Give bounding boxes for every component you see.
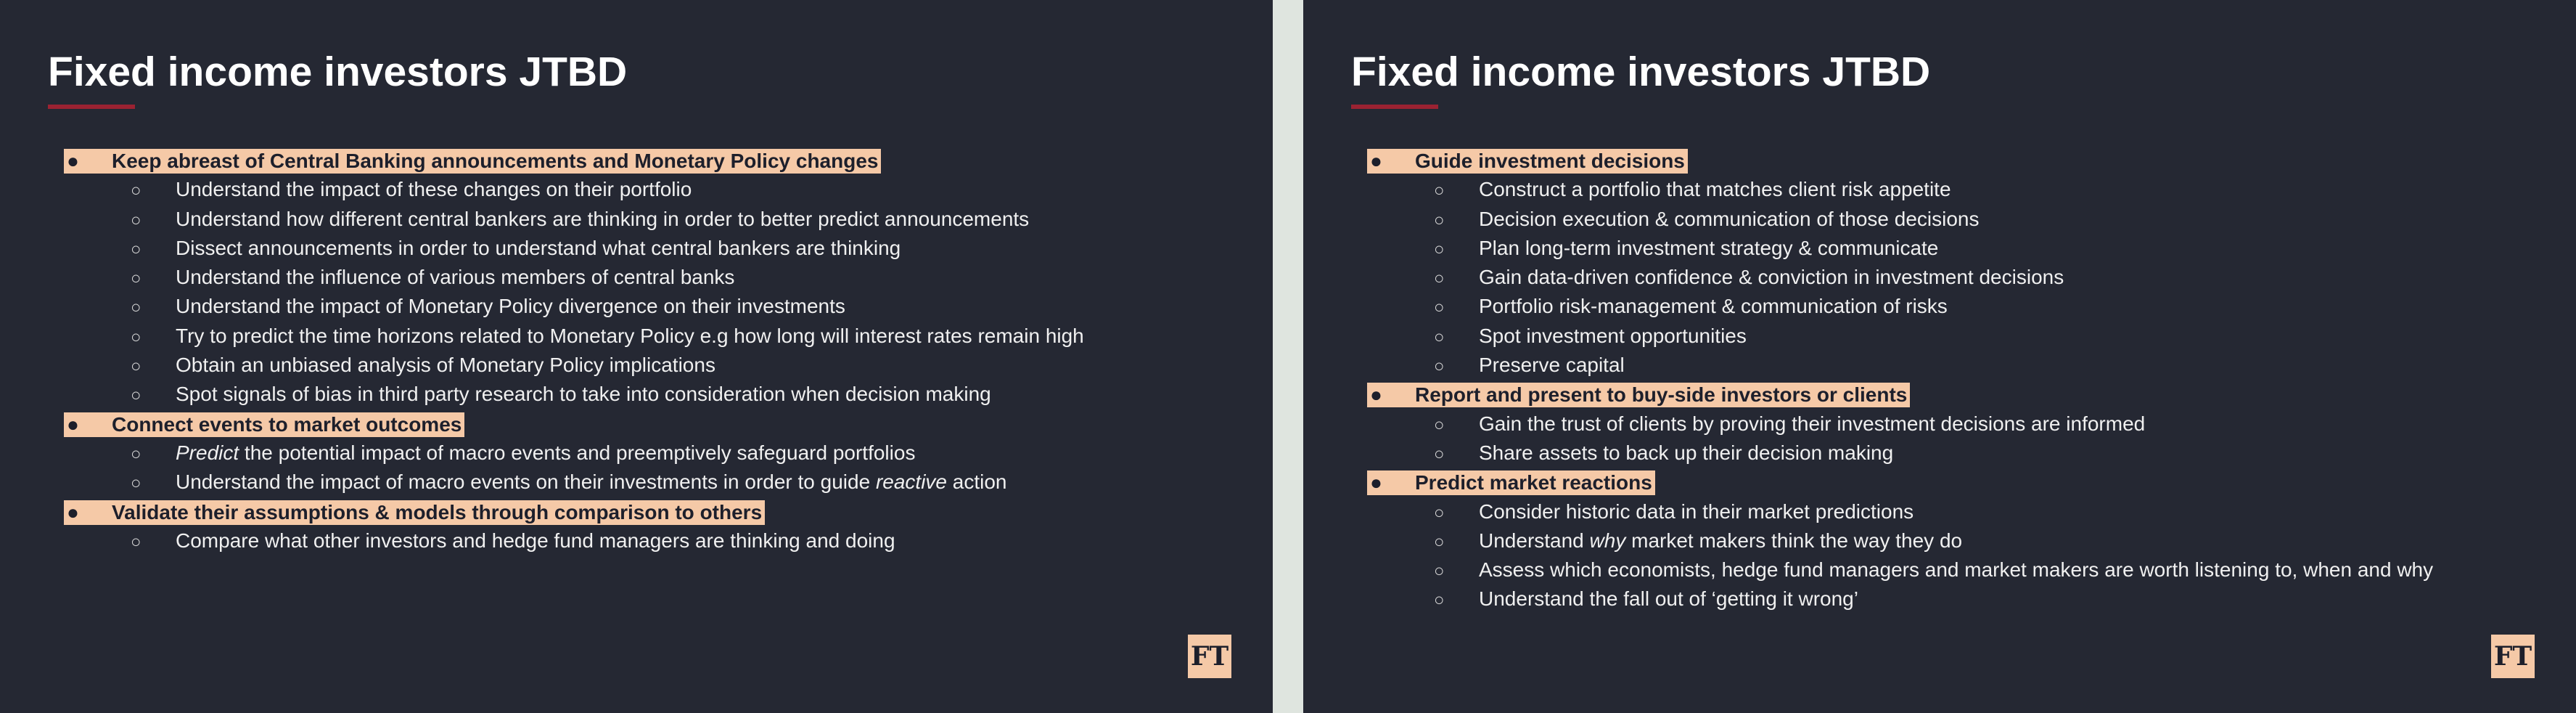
filled-bullet-icon: ● [67, 412, 79, 436]
hollow-bullet-icon: ○ [1434, 531, 1445, 552]
hollow-bullet-icon: ○ [131, 327, 141, 347]
bullet-text: Connect events to market outcomes [112, 412, 462, 436]
bullet-subitem [131, 380, 991, 410]
hollow-bullet-icon: ○ [131, 210, 141, 230]
filled-bullet-icon: ● [1370, 471, 1382, 494]
bullet-subitem-row [1303, 584, 2576, 614]
bullet-subitem-row [0, 468, 1273, 497]
bullet-heading-row [0, 146, 1273, 175]
slide-title: Fixed income investors JTBD [48, 49, 628, 95]
bullet-subitem-row [1303, 205, 2576, 234]
bullet-heading-row [1303, 468, 2576, 497]
hollow-bullet-icon: ○ [131, 181, 141, 201]
bullet-text: Predict market reactions [1415, 471, 1652, 494]
bullet-subitem [131, 526, 895, 557]
bullet-subitem [1434, 410, 2145, 440]
bullet-text: Compare what other investors and hedge fund managers are thinking and doing [176, 529, 895, 552]
bullet-text: Keep abreast of Central Banking announcements and Monetary Policy changes [112, 150, 879, 172]
slide-left [0, 0, 1273, 713]
bullet-subitem-row [0, 234, 1273, 263]
bullet-list [0, 146, 1273, 555]
bullet-text: Understand the fall out of ‘getting it wrong’ [1479, 587, 1858, 611]
hollow-bullet-icon: ○ [131, 531, 141, 552]
bullet-text: Understand [1479, 529, 1590, 552]
bullet-text: Understand the influence of various members of central banks [176, 266, 735, 289]
bullet-text: Gain the trust of clients by proving their investment decisions are informed [1479, 412, 2146, 435]
ft-logo: FT [1188, 635, 1231, 678]
bullet-heading [64, 149, 881, 174]
bullet-text: Preserve capital [1479, 354, 1625, 377]
bullet-subitem [1434, 351, 1625, 381]
title-underline [48, 105, 135, 109]
bullet-subitem-row [0, 322, 1273, 351]
bullet-text: Understand the impact of these changes on their portfolio [176, 178, 692, 201]
bullet-subitem-row [0, 526, 1273, 555]
bullet-text: the potential impact of macro events and preemptively safeguard portfolios [239, 441, 916, 464]
bullet-text: Share assets to back up their decision making [1479, 441, 1894, 464]
bullet-text: action [947, 470, 1007, 494]
bullet-subitem [1434, 322, 1747, 352]
bullet-heading-row [1303, 146, 2576, 175]
hollow-bullet-icon: ○ [131, 298, 141, 318]
bullet-subitem [1434, 175, 1951, 205]
bullet-text: Obtain an unbiased analysis of Monetary Policy implications [176, 354, 715, 377]
slide-right [1303, 0, 2576, 713]
bullet-subitem [1434, 205, 1979, 235]
bullet-text: Spot signals of bias in third party research to take into consideration when decision making [176, 383, 991, 406]
bullet-heading [1367, 149, 1688, 174]
bullet-subitem-row [0, 439, 1273, 468]
title-underline [1351, 105, 1438, 109]
bullet-subitem-row [1303, 322, 2576, 351]
filled-bullet-icon: ● [1370, 150, 1382, 172]
bullet-heading-row [1303, 380, 2576, 409]
hollow-bullet-icon: ○ [1434, 210, 1445, 230]
bullet-subitem [131, 439, 915, 469]
bullet-text: Portfolio risk-management & communication of risks [1479, 295, 1948, 318]
bullet-text: Consider historic data in their market predictions [1479, 500, 1914, 523]
hollow-bullet-icon: ○ [131, 239, 141, 259]
bullet-subitem-row [1303, 263, 2576, 292]
bullet-subitem [131, 205, 1029, 235]
bullet-subitem-row [0, 380, 1273, 409]
bullet-subitem [1434, 555, 2433, 586]
bullet-subitem-row [0, 351, 1273, 380]
bullet-subitem [131, 234, 901, 264]
bullet-text: Spot investment opportunities [1479, 324, 1747, 347]
bullet-heading [1367, 470, 1655, 495]
emphasis-text: why [1589, 529, 1626, 552]
bullet-subitem [131, 175, 692, 205]
bullet-text: Try to predict the time horizons related to Monetary Policy e.g how long will interest rates remain high [176, 324, 1084, 347]
bullet-subitem-row [1303, 175, 2576, 204]
bullet-heading [64, 412, 464, 437]
bullet-text: Assess which economists, hedge fund managers and market makers are worth listening to, when and why [1479, 558, 2434, 582]
filled-bullet-icon: ● [1370, 383, 1382, 407]
hollow-bullet-icon: ○ [131, 386, 141, 406]
hollow-bullet-icon: ○ [1434, 327, 1445, 347]
hollow-bullet-icon: ○ [1434, 269, 1445, 289]
bullet-text: Decision execution & communication of those decisions [1479, 207, 1980, 230]
bullet-subitem-row [1303, 497, 2576, 526]
bullet-heading-row [0, 497, 1273, 526]
bullet-subitem-row [0, 175, 1273, 204]
hollow-bullet-icon: ○ [1434, 590, 1445, 611]
bullet-subitem-row [0, 292, 1273, 321]
filled-bullet-icon: ● [67, 500, 79, 523]
bullet-subitem [1434, 584, 1858, 615]
bullet-subitem [1434, 263, 2064, 293]
hollow-bullet-icon: ○ [1434, 502, 1445, 523]
hollow-bullet-icon: ○ [131, 356, 141, 377]
bullet-subitem [1434, 497, 1913, 528]
bullet-heading [1367, 383, 1910, 407]
bullet-subitem-row [1303, 292, 2576, 321]
bullet-subitem [1434, 234, 1938, 264]
hollow-bullet-icon: ○ [1434, 415, 1445, 435]
bullet-subitem [131, 263, 734, 293]
hollow-bullet-icon: ○ [1434, 298, 1445, 318]
bullet-text: Understand the impact of macro events on their investments in order to guide [176, 470, 876, 494]
bullet-text: Construct a portfolio that matches client risk appetite [1479, 178, 1951, 201]
slide-title: Fixed income investors JTBD [1351, 49, 1931, 95]
bullet-text: market makers think the way they do [1625, 529, 1963, 552]
bullet-subitem-row [1303, 439, 2576, 468]
emphasis-text: reactive [875, 470, 947, 494]
bullet-text: Validate their assumptions & models through comparison to others [112, 500, 763, 523]
emphasis-text: Predict [176, 441, 239, 464]
bullet-subitem-row [1303, 555, 2576, 584]
bullet-subitem [131, 468, 1007, 498]
bullet-subitem-row [1303, 410, 2576, 439]
bullet-text: Plan long-term investment strategy & communicate [1479, 236, 1939, 259]
hollow-bullet-icon: ○ [1434, 181, 1445, 201]
bullet-text: Dissect announcements in order to understand what central bankers are thinking [176, 236, 901, 259]
hollow-bullet-icon: ○ [1434, 239, 1445, 259]
bullet-text: Understand how different central bankers are thinking in order to better predict announcements [176, 207, 1030, 230]
bullet-text: Gain data-driven confidence & conviction in investment decisions [1479, 266, 2064, 289]
bullet-subitem [1434, 526, 1962, 557]
bullet-subitem-row [1303, 351, 2576, 380]
bullet-subitem [1434, 439, 1893, 469]
bullet-text: Understand the impact of Monetary Policy divergence on their investments [176, 295, 845, 318]
hollow-bullet-icon: ○ [1434, 356, 1445, 377]
filled-bullet-icon: ● [67, 150, 79, 172]
hollow-bullet-icon: ○ [131, 473, 141, 494]
hollow-bullet-icon: ○ [131, 444, 141, 464]
bullet-subitem-row [0, 263, 1273, 292]
bullet-subitem-row [0, 205, 1273, 234]
bullet-list [1303, 146, 2576, 614]
hollow-bullet-icon: ○ [131, 269, 141, 289]
bullet-heading [64, 500, 765, 525]
hollow-bullet-icon: ○ [1434, 444, 1445, 464]
bullet-subitem-row [1303, 234, 2576, 263]
bullet-subitem [131, 292, 845, 322]
hollow-bullet-icon: ○ [1434, 561, 1445, 582]
bullet-subitem [1434, 292, 1948, 322]
bullet-heading-row [0, 410, 1273, 439]
bullet-subitem [131, 351, 715, 381]
bullet-subitem [131, 322, 1084, 352]
bullet-subitem-row [1303, 526, 2576, 555]
ft-logo: FT [2491, 635, 2535, 678]
bullet-text: Report and present to buy-side investors or clients [1415, 383, 1908, 407]
bullet-text: Guide investment decisions [1415, 150, 1685, 172]
